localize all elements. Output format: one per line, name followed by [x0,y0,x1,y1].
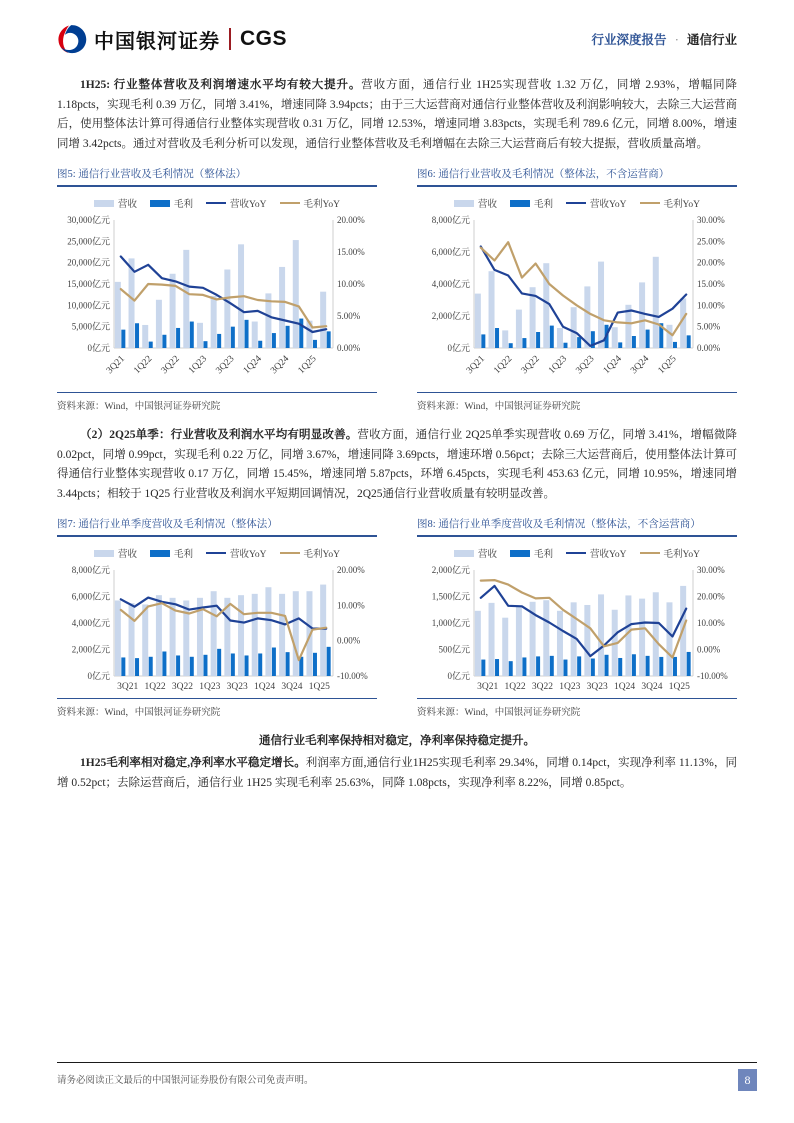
figure-row-2 [57,514,737,718]
svg-text:20.00%: 20.00% [337,565,365,575]
legend-label: 营收 [477,550,497,560]
svg-text:6,000亿元: 6,000亿元 [71,591,110,602]
paragraph-lead: 1H25: 行业整体营收及利润增速水平均有较大提升。 [80,79,362,91]
legend-swatch-bar [150,200,170,207]
figure5-chart [57,212,381,390]
figure7-legend [57,546,377,560]
brand-name-cn: 中国银河证券 [94,30,220,53]
svg-text:3Q21: 3Q21 [104,354,127,377]
svg-text:8,000亿元: 8,000亿元 [431,215,470,225]
svg-text:-10.00%: -10.00% [697,671,728,681]
svg-text:15.00%: 15.00% [697,279,725,289]
paragraph-margins [57,754,737,793]
legend-item [94,196,137,210]
svg-text:5,000亿元: 5,000亿元 [71,321,110,332]
page-number-badge: 8 [738,1069,757,1091]
legend-swatch-bar [150,550,170,557]
paragraph-1h25-overview [57,76,737,154]
svg-text:0亿元: 0亿元 [447,343,470,353]
figure5-source: 资料来源：Wind，中国银河证券研究院 [57,392,377,412]
legend-item [566,196,627,210]
legend-item [454,196,497,210]
svg-text:0亿元: 0亿元 [87,671,110,681]
svg-text:30.00%: 30.00% [697,565,725,575]
svg-text:1Q22: 1Q22 [504,682,526,692]
legend-item [510,196,553,210]
svg-text:8,000亿元: 8,000亿元 [71,565,110,575]
svg-text:20.00%: 20.00% [337,215,365,225]
svg-text:1Q23: 1Q23 [199,682,221,692]
legend-swatch-bar [454,200,474,207]
report-type-header [592,30,737,48]
figure5-caption: 图5: 通信行业营收及毛利情况（整体法） [57,164,377,187]
figure5-legend [57,196,377,210]
svg-text:10.00%: 10.00% [697,300,725,311]
figure6-caption: 图6: 通信行业营收及毛利情况（整体法，不含运营商） [417,164,737,187]
legend-item [94,546,137,560]
legend-swatch-line [566,202,586,205]
page-header [0,0,794,54]
figure-7 [57,514,377,718]
svg-text:3Q22: 3Q22 [171,682,193,692]
svg-text:3Q24: 3Q24 [269,354,292,377]
svg-text:10,000亿元: 10,000亿元 [67,300,110,311]
legend-label: 毛利YoY [663,550,701,560]
figure8-caption: 图8: 通信行业单季度营收及毛利情况（整体法，不含运营商） [417,514,737,537]
svg-text:4,000亿元: 4,000亿元 [431,279,470,289]
svg-text:10.00%: 10.00% [337,600,365,611]
paragraph-body: 利润率方面,通信行业1H25实现毛利率 29.34%，同增 0.14pct，实现净利率 11.13%，同增 0.52pct；去除运营商后，通信行业 1H25 实现毛利率 25.63%，同降 1.08pcts，实现净利率 8.22%，同增 0.85pct。 [57,757,737,789]
svg-text:3Q23: 3Q23 [214,354,237,377]
paragraph-body: 营收方面，通信行业 1H25实现营收 1.32 万亿，同增 2.93%，增幅同降 1.18pcts，实现毛利 0.39 万亿，同增 3.41%，增速同降 3.94pcts；由于三大运营商对通信行业整体营收及利润影响较大，去除三大运营商后，使用整体法计算可得通信行业整体实现营收 0.31 万亿，同增 12.53%，增速同增 3.83pcts，实现毛利 789.6 亿元，同增 8.00%，增速同增 3.42pcts。通过对营收及毛利分析可以发现，通信行业整体营收及毛利增幅在去除三大运营商后有较大提振，营收质量高增。 [57,79,737,150]
svg-text:500亿元: 500亿元 [438,644,470,655]
legend-item [280,546,341,560]
figure-8 [417,514,737,718]
legend-item [510,546,553,560]
svg-text:3Q24: 3Q24 [281,682,303,692]
svg-text:3Q21: 3Q21 [464,354,487,377]
svg-text:1Q25: 1Q25 [296,354,319,377]
legend-item [206,546,267,560]
legend-label: 毛利 [173,200,193,210]
brand-divider [229,28,231,50]
svg-text:0亿元: 0亿元 [447,671,470,681]
legend-label: 毛利YoY [303,200,341,210]
legend-item [280,196,341,210]
legend-label: 营收 [117,550,137,560]
svg-text:3Q22: 3Q22 [159,354,182,377]
legend-item [640,196,701,210]
legend-label: 毛利YoY [663,200,701,210]
legend-item [454,546,497,560]
legend-label: 毛利 [533,550,553,560]
svg-text:2,000亿元: 2,000亿元 [431,311,470,321]
figure7-caption: 图7: 通信行业单季度营收及毛利情况（整体法） [57,514,377,537]
legend-label: 营收 [477,200,497,210]
svg-text:3Q22: 3Q22 [519,354,542,377]
svg-text:10.00%: 10.00% [697,618,725,628]
figure8-source: 资料来源：Wind，中国银河证券研究院 [417,698,737,718]
legend-swatch-bar [510,200,530,207]
svg-text:0.00%: 0.00% [337,343,361,353]
svg-text:2,000亿元: 2,000亿元 [431,565,470,575]
svg-text:3Q23: 3Q23 [586,682,608,692]
svg-text:25.00%: 25.00% [697,236,725,247]
legend-swatch-bar [94,200,114,207]
svg-text:1Q24: 1Q24 [254,682,276,692]
legend-label: 营收YoY [229,550,267,560]
paragraph-lead: 1H25毛利率相对稳定,净利率水平稳定增长。 [80,757,306,769]
svg-text:1Q24: 1Q24 [601,354,624,377]
legend-swatch-line [280,552,300,555]
legend-swatch-bar [454,550,474,557]
figure-6 [417,164,737,412]
svg-text:0.00%: 0.00% [337,635,361,646]
svg-text:2,000亿元: 2,000亿元 [71,644,110,655]
legend-label: 毛利 [533,200,553,210]
svg-text:20.00%: 20.00% [697,257,725,268]
legend-label: 毛利 [173,550,193,560]
paragraph-2q25 [57,426,737,504]
svg-text:1Q24: 1Q24 [614,682,636,692]
svg-text:1,500亿元: 1,500亿元 [431,591,470,602]
legend-label: 营收YoY [589,200,627,210]
svg-text:15.00%: 15.00% [337,247,365,257]
figure6-chart [417,212,741,390]
figure8-legend [417,546,737,560]
legend-swatch-line [640,202,660,205]
svg-text:1Q23: 1Q23 [559,682,581,692]
svg-text:3Q22: 3Q22 [531,682,553,692]
svg-text:25,000亿元: 25,000亿元 [67,236,110,247]
svg-text:0亿元: 0亿元 [87,343,110,353]
svg-text:0.00%: 0.00% [697,343,721,353]
legend-item [150,546,193,560]
svg-text:30.00%: 30.00% [697,215,725,225]
legend-label: 营收YoY [229,200,267,210]
svg-text:1Q25: 1Q25 [308,682,330,692]
figure-row-1 [57,164,737,412]
paragraph-lead: （2）2Q25单季：行业营收及利润水平均有明显改善。 [80,429,358,441]
svg-text:1Q22: 1Q22 [132,354,155,377]
svg-text:3Q23: 3Q23 [574,354,597,377]
legend-label: 毛利YoY [303,550,341,560]
svg-text:3Q24: 3Q24 [641,682,663,692]
svg-text:3Q21: 3Q21 [117,682,139,692]
figure6-source: 资料来源：Wind，中国银河证券研究院 [417,392,737,412]
figure8-chart [417,562,741,696]
galaxy-swirl-icon [57,24,87,54]
brand [57,24,287,54]
svg-text:0.00%: 0.00% [697,644,721,655]
svg-text:15,000亿元: 15,000亿元 [67,279,110,289]
industry-label: 通信行业 [686,33,737,47]
figure6-legend [417,196,737,210]
svg-text:30,000亿元: 30,000亿元 [67,215,110,225]
legend-swatch-line [206,552,226,555]
svg-text:5.00%: 5.00% [337,311,361,321]
legend-label: 营收 [117,200,137,210]
legend-swatch-line [280,202,300,205]
svg-text:1,000亿元: 1,000亿元 [431,618,470,628]
svg-text:5.00%: 5.00% [697,321,721,332]
legend-swatch-line [640,552,660,555]
brand-name-en: CGS [240,27,288,50]
legend-item [640,546,701,560]
page-footer [57,1062,757,1091]
disclaimer-text: 请务必阅读正文最后的中国银河证券股份有限公司免责声明。 [57,1076,314,1086]
legend-label: 营收YoY [589,550,627,560]
figure7-chart [57,562,381,696]
svg-text:1Q25: 1Q25 [668,682,690,692]
svg-text:3Q23: 3Q23 [226,682,248,692]
page-content [0,76,794,793]
legend-swatch-line [566,552,586,555]
legend-item [566,546,627,560]
legend-swatch-bar [510,550,530,557]
svg-text:1Q24: 1Q24 [241,354,264,377]
svg-text:1Q23: 1Q23 [187,354,210,377]
paragraph-body: 营收方面，通信行业 2Q25单季实现营收 0.69 万亿，同增 3.41%，增幅微降 0.02pct，同增 0.99pct，实现毛利 0.22 万亿，同增 3.67%，增速同降 3.69pcts，增速环增 0.56pct；去除三大运营商后，使用整体法计算可得通信行业整体实现营收 0.17 万亿，同增 15.45%，增速同增 5.87pcts，环增 6.45pcts，实现毛利 453.63 亿元，同增 10.95%，增速同增 3.44pcts；相较于 1Q25 行业营收及利润水平短期回调情况，2Q25通信行业营收质量有较明显改善。 [57,429,737,500]
report-type-label: 行业深度报告 [591,33,667,47]
figure-5 [57,164,377,412]
header-separator: · [674,33,679,47]
svg-text:20.00%: 20.00% [697,591,725,602]
legend-item [150,196,193,210]
figure7-source: 资料来源：Wind，中国银河证券研究院 [57,698,377,718]
svg-text:1Q25: 1Q25 [656,354,679,377]
svg-text:6,000亿元: 6,000亿元 [431,247,470,257]
margin-stability-heading: 通信行业毛利率保持相对稳定，净利率保持稳定提升。 [259,735,535,747]
legend-item [206,196,267,210]
legend-swatch-line [206,202,226,205]
svg-text:20,000亿元: 20,000亿元 [67,257,110,268]
svg-text:3Q24: 3Q24 [629,354,652,377]
svg-text:10.00%: 10.00% [337,279,365,289]
svg-text:3Q21: 3Q21 [477,682,499,692]
svg-text:1Q22: 1Q22 [492,354,515,377]
svg-text:1Q23: 1Q23 [547,354,570,377]
legend-swatch-bar [94,550,114,557]
svg-text:4,000亿元: 4,000亿元 [71,618,110,628]
svg-text:1Q22: 1Q22 [144,682,166,692]
svg-text:-10.00%: -10.00% [337,671,368,681]
